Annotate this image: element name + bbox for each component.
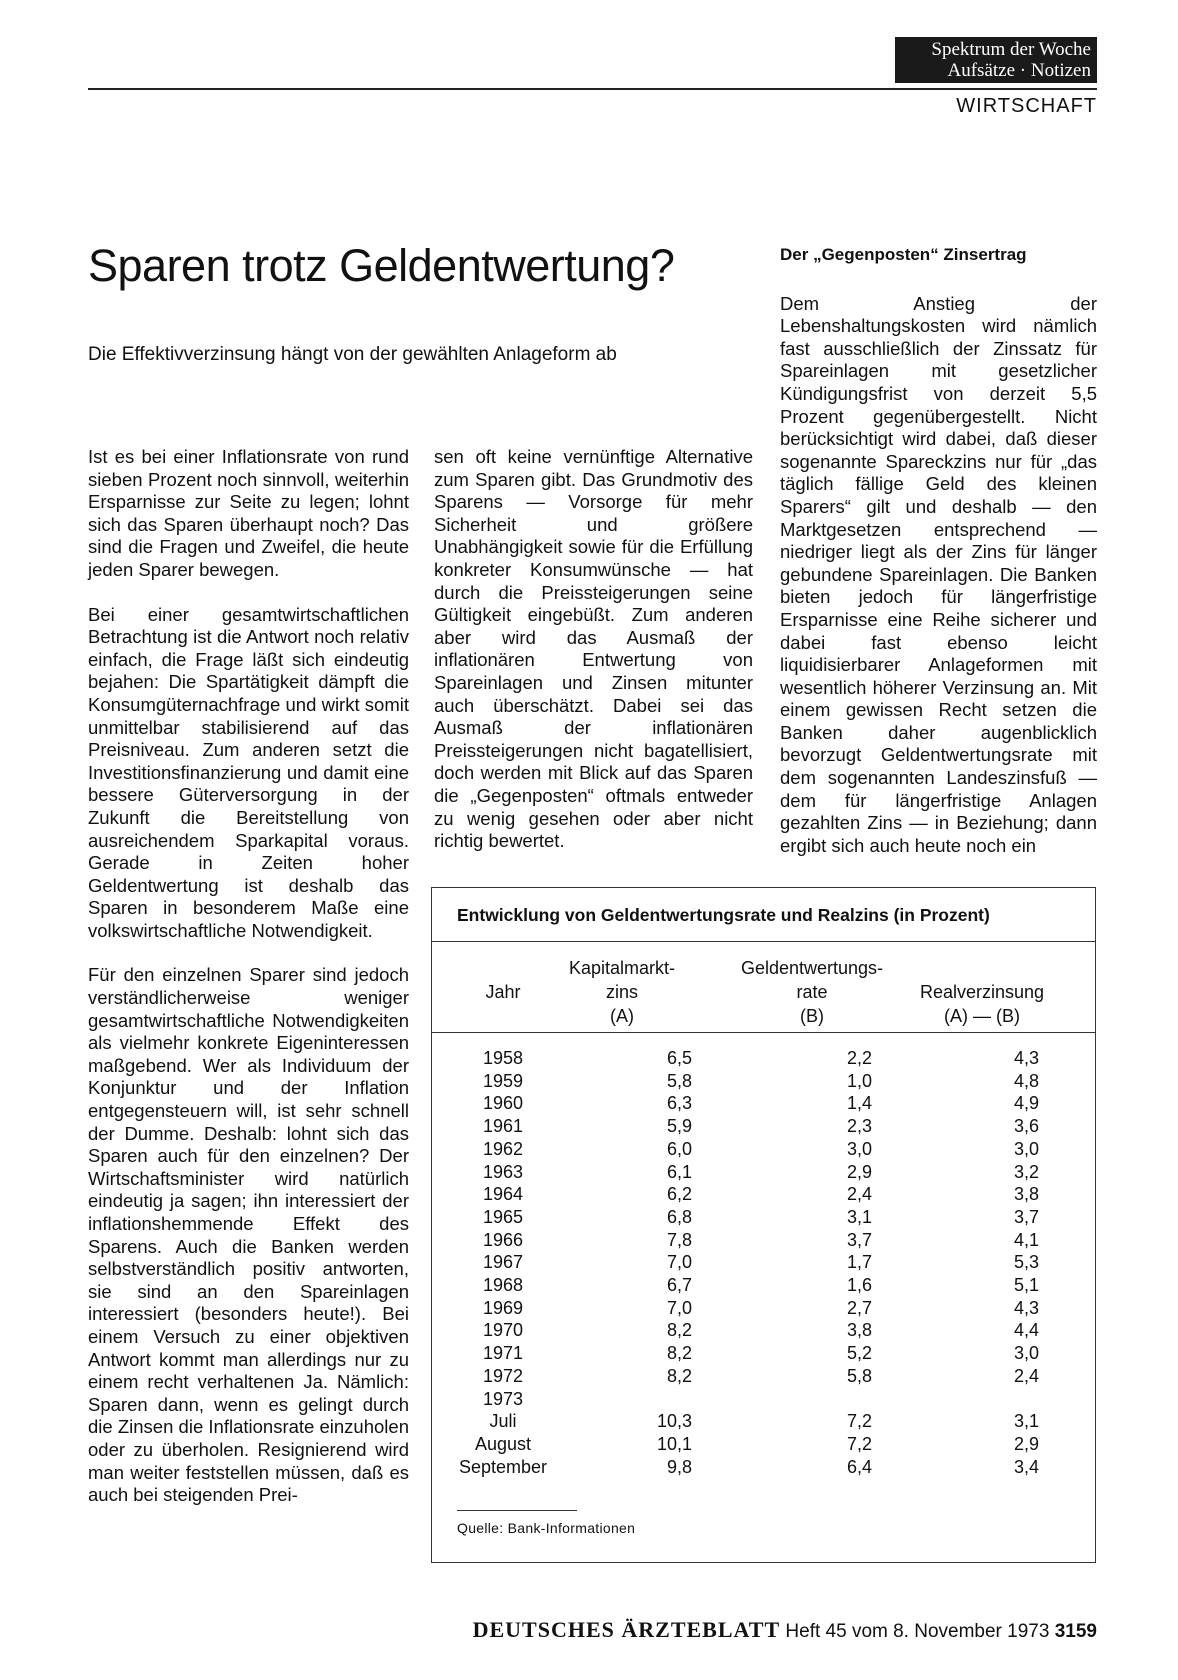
cell-year: 1966 (482, 1229, 524, 1250)
cell-year: September (458, 1456, 548, 1477)
article-title: Sparen trotz Geldentwertung? (88, 240, 675, 291)
cell-kapitalmarktzins: 10,1 (656, 1433, 692, 1454)
cell-kapitalmarktzins: 6,8 (666, 1206, 692, 1227)
table-row (432, 1116, 1095, 1140)
cell-geldentwertungsrate: 7,2 (846, 1433, 872, 1454)
article-column-1 (88, 446, 409, 1529)
cell-realverzinsung: 3,8 (1013, 1184, 1039, 1205)
section-badge (895, 37, 1097, 83)
cell-geldentwertungsrate: 3,0 (846, 1138, 872, 1159)
table-row (432, 1343, 1095, 1367)
table-row (432, 1207, 1095, 1231)
table-row (432, 1162, 1095, 1186)
table-caption: Entwicklung von Geldentwertungsrate und Realzins (in Prozent) (432, 888, 1095, 942)
section-heading: Der „Gegenposten“ Zinsertrag (780, 245, 1027, 264)
cell-year: 1968 (482, 1275, 524, 1295)
cell-geldentwertungsrate: 3,7 (846, 1229, 872, 1250)
cell-year: August (474, 1433, 532, 1454)
cell-geldentwertungsrate: 5,2 (846, 1343, 872, 1364)
cell-geldentwertungsrate: 5,8 (846, 1365, 872, 1386)
table-row (432, 1298, 1095, 1322)
cell-geldentwertungsrate: 3,8 (846, 1320, 872, 1341)
cell-geldentwertungsrate: 1,0 (846, 1070, 872, 1091)
header-rule (88, 88, 1097, 90)
cell-kapitalmarktzins: 7,0 (666, 1252, 692, 1273)
cell-year: 1970 (482, 1320, 524, 1341)
cell-kapitalmarktzins: 6,3 (666, 1093, 692, 1114)
cell-realverzinsung: 5,1 (1013, 1275, 1039, 1295)
header-kapitalmarktzins: Kapitalmarkt- zins (A) (568, 958, 676, 1026)
table-source: Quelle: Bank-Informationen (457, 1520, 636, 1536)
cell-kapitalmarktzins: 5,9 (666, 1116, 692, 1137)
cell-kapitalmarktzins: 9,8 (666, 1456, 692, 1477)
cell-geldentwertungsrate: 2,3 (846, 1116, 872, 1137)
cell-geldentwertungsrate: 2,9 (846, 1161, 872, 1182)
page-number: 3159 (1054, 1621, 1097, 1642)
table-row (432, 1252, 1095, 1276)
table-row (432, 1366, 1095, 1390)
table-row (432, 1071, 1095, 1095)
table-row (432, 1139, 1095, 1163)
cell-realverzinsung: 4,3 (1013, 1048, 1039, 1068)
cell-year: 1969 (482, 1297, 524, 1318)
cell-year: 1971 (482, 1343, 524, 1364)
paragraph: sen oft keine vernünftige Alternative zum Sparen gibt. Das Grundmotiv des Sparens — Vorsorge für mehr Sicherheit und größere Unabhängigkeit sowie für die Erfüllung konkreter Konsumwünsche — hat durch die Preissteigerungen seine Gültigkeit eingebüßt. Zum anderen aber wird das Ausmaß der inflationären Entwertung von Spareinlagen und Zinsen mitunter auch überschätzt. Dabei sei das Ausmaß der inflationären Preissteigerungen nicht bagatellisiert, doch werden mit Blick auf das Sparen die „Gegenposten“ oftmals entweder zu wenig gesehen oder aber nicht richtig bewertet. (434, 446, 753, 852)
cell-realverzinsung: 3,1 (1013, 1411, 1039, 1432)
cell-geldentwertungsrate: 1,4 (846, 1093, 872, 1114)
cell-geldentwertungsrate: 6,4 (846, 1456, 872, 1477)
cell-year: 1972 (482, 1365, 524, 1386)
cell-kapitalmarktzins: 8,2 (666, 1365, 692, 1386)
cell-kapitalmarktzins: 7,8 (666, 1229, 692, 1250)
badge-line-1: Spektrum der Woche (931, 39, 1091, 60)
cell-geldentwertungsrate: 2,7 (846, 1297, 872, 1318)
table-row (432, 1411, 1095, 1435)
cell-year: 1958 (482, 1048, 524, 1068)
cell-geldentwertungsrate: 3,1 (846, 1206, 872, 1227)
cell-geldentwertungsrate: 2,2 (846, 1048, 872, 1068)
header-realverzinsung: Realverzinsung (A) — (B) (919, 982, 1045, 1026)
cell-year: 1962 (482, 1138, 524, 1159)
table-row (432, 1184, 1095, 1208)
paragraph: Bei einer gesamtwirtschaftlichen Betrachtung ist die Antwort noch relativ einfach, die Frage läßt sich eindeutig bejahen: Die Spartätigkeit dämpft die Konsumgüternachfrage und wirkt somit unmittelbar stabilisierend auf das Preisniveau. Zum anderen setzt die Investitionsfinanzierung und damit eine bessere Güterversorgung in der Zukunft die Bereitstellung von ausreichendem Sparkapital voraus. Gerade in Zeiten hoher Geldentwertung ist deshalb das Sparen in besonderem Maße eine volkswirtschaftliche Notwendigkeit. (88, 603, 409, 941)
cell-realverzinsung: 4,8 (1013, 1070, 1039, 1091)
paragraph: Ist es bei einer Inflationsrate von rund sieben Prozent noch sinnvoll, weiterhin Ersparnisse zur Seite zu legen; lohnt sich das Sparen überhaupt noch? Das sind die Fragen und Zweifel, die heute jeden Sparer bewegen. (88, 446, 409, 580)
cell-year: 1964 (482, 1184, 524, 1205)
cell-realverzinsung: 2,9 (1013, 1433, 1039, 1454)
cell-realverzinsung: 3,2 (1013, 1161, 1039, 1182)
table-row (432, 1389, 1095, 1413)
cell-realverzinsung: 4,4 (1013, 1320, 1039, 1341)
source-divider (457, 1510, 577, 1511)
cell-realverzinsung: 3,4 (1013, 1456, 1039, 1477)
table-row (432, 1048, 1095, 1072)
cell-kapitalmarktzins: 6,0 (666, 1138, 692, 1159)
table-row (432, 1434, 1095, 1458)
cell-realverzinsung: 3,7 (1013, 1206, 1039, 1227)
table-row (432, 1320, 1095, 1344)
cell-realverzinsung: 5,3 (1013, 1252, 1039, 1273)
cell-geldentwertungsrate: 1,7 (846, 1252, 872, 1273)
issue-info: Heft 45 vom 8. November 1973 (785, 1621, 1050, 1642)
cell-kapitalmarktzins: 6,7 (666, 1275, 692, 1295)
table-row (432, 1230, 1095, 1254)
cell-geldentwertungsrate: 2,4 (846, 1184, 872, 1205)
cell-realverzinsung: 3,6 (1013, 1116, 1039, 1137)
cell-kapitalmarktzins: 7,0 (666, 1297, 692, 1318)
cell-year: 1967 (482, 1252, 524, 1273)
cell-year: 1960 (482, 1093, 524, 1114)
article-subtitle: Die Effektivverzinsung hängt von der gewählten Anlageform ab (88, 344, 617, 365)
cell-kapitalmarktzins: 8,2 (666, 1343, 692, 1364)
cell-year: 1965 (482, 1206, 524, 1227)
article-column-3 (780, 244, 1097, 879)
page-footer (473, 1617, 1097, 1643)
cell-kapitalmarktzins: 6,5 (666, 1048, 692, 1068)
table-row (432, 1275, 1095, 1299)
cell-year: 1963 (482, 1161, 524, 1182)
cell-realverzinsung: 3,0 (1013, 1138, 1039, 1159)
cell-kapitalmarktzins: 5,8 (666, 1070, 692, 1091)
header-divider (432, 1032, 1095, 1033)
header-geldentwertungsrate: Geldentwertungs- rate (B) (740, 958, 884, 1026)
header-year: Jahr (485, 982, 521, 1002)
table-row (432, 1093, 1095, 1117)
cell-realverzinsung: 4,9 (1013, 1093, 1039, 1114)
cell-kapitalmarktzins: 6,1 (666, 1161, 692, 1182)
cell-geldentwertungsrate: 7,2 (846, 1411, 872, 1432)
cell-geldentwertungsrate: 1,6 (846, 1275, 872, 1295)
cell-kapitalmarktzins: 10,3 (656, 1411, 692, 1432)
cell-realverzinsung: 4,3 (1013, 1297, 1039, 1318)
badge-line-2: Aufsätze · Notizen (947, 60, 1091, 81)
cell-realverzinsung: 2,4 (1013, 1365, 1039, 1386)
cell-year: 1961 (482, 1116, 524, 1137)
paragraph: Dem Anstieg der Lebenshaltungskosten wird nämlich fast ausschließlich der Zinssatz für Spareinlagen mit gesetzlicher Kündigungsfrist von derzeit 5,5 Prozent gegenübergestellt. Nicht berücksichtigt wird dabei, daß dieser sogenannte Spareckzins nur für „das täglich fällige Geld des kleinen Sparers“ gilt und deshalb — den Marktgesetzen entsprechend — niedriger liegt als der Zins für länger gebundene Spareinlagen. Die Banken bieten jedoch für längerfristige Ersparnisse eine Reihe sicherer und dabei fast ebenso leicht liquidisierbarer Anlageformen mit wesentlich höherer Verzinsung an. Mit einem gewissen Recht setzen die Banken daher augenblicklich bevorzugt Geldentwertungsrate mit dem sogenannten Landeszinsfuß — dem für längerfristige Anlagen gezahlten Zins — in Beziehung; dann ergibt sich auch heute noch ein (780, 292, 1097, 856)
cell-realverzinsung: 4,1 (1013, 1229, 1039, 1250)
data-table (431, 887, 1096, 1563)
cell-year: Juli (489, 1411, 517, 1432)
paragraph: Für den einzelnen Sparer sind jedoch verständlicherweise weniger gesamtwirtschaftliche Notwendigkeiten als vielmehr konkrete Eigeninteressen maßgebend. Wer als Individuum der Konjunktur und der Inflation entgegensteuern will, ist sehr schnell der Dumme. Deshalb: lohnt sich das Sparen auch für den einzelnen? Der Wirtschaftsminister wird natürlich eindeutig ja sagen; ihn interessiert der inflationshemmende Effekt des Sparens. Auch die Banken werden selbstverständlich positiv antworten, sie sind an den Spareinlagen interessiert (besonders heute!). Bei einem Versuch zu einer objektiven Antwort kommt man allerdings nur zu einem recht verhaltenen Ja. Nämlich: Sparen dann, wenn es gelingt durch die Zinsen die Inflationsrate einzuholen oder zu überholen. Resignierend wird man weiter feststellen müssen, daß es auch bei steigenden Prei- (88, 964, 409, 1506)
cell-realverzinsung: 3,0 (1013, 1343, 1039, 1364)
section-label: WIRTSCHAFT (956, 95, 1097, 117)
cell-kapitalmarktzins: 8,2 (666, 1320, 692, 1341)
journal-name: DEUTSCHES ÄRZTEBLATT (472, 1617, 781, 1642)
cell-kapitalmarktzins: 6,2 (666, 1184, 692, 1205)
article-column-2 (434, 446, 753, 875)
cell-year: 1973 (482, 1388, 524, 1409)
cell-year: 1959 (482, 1070, 524, 1091)
table-row (432, 1457, 1095, 1481)
